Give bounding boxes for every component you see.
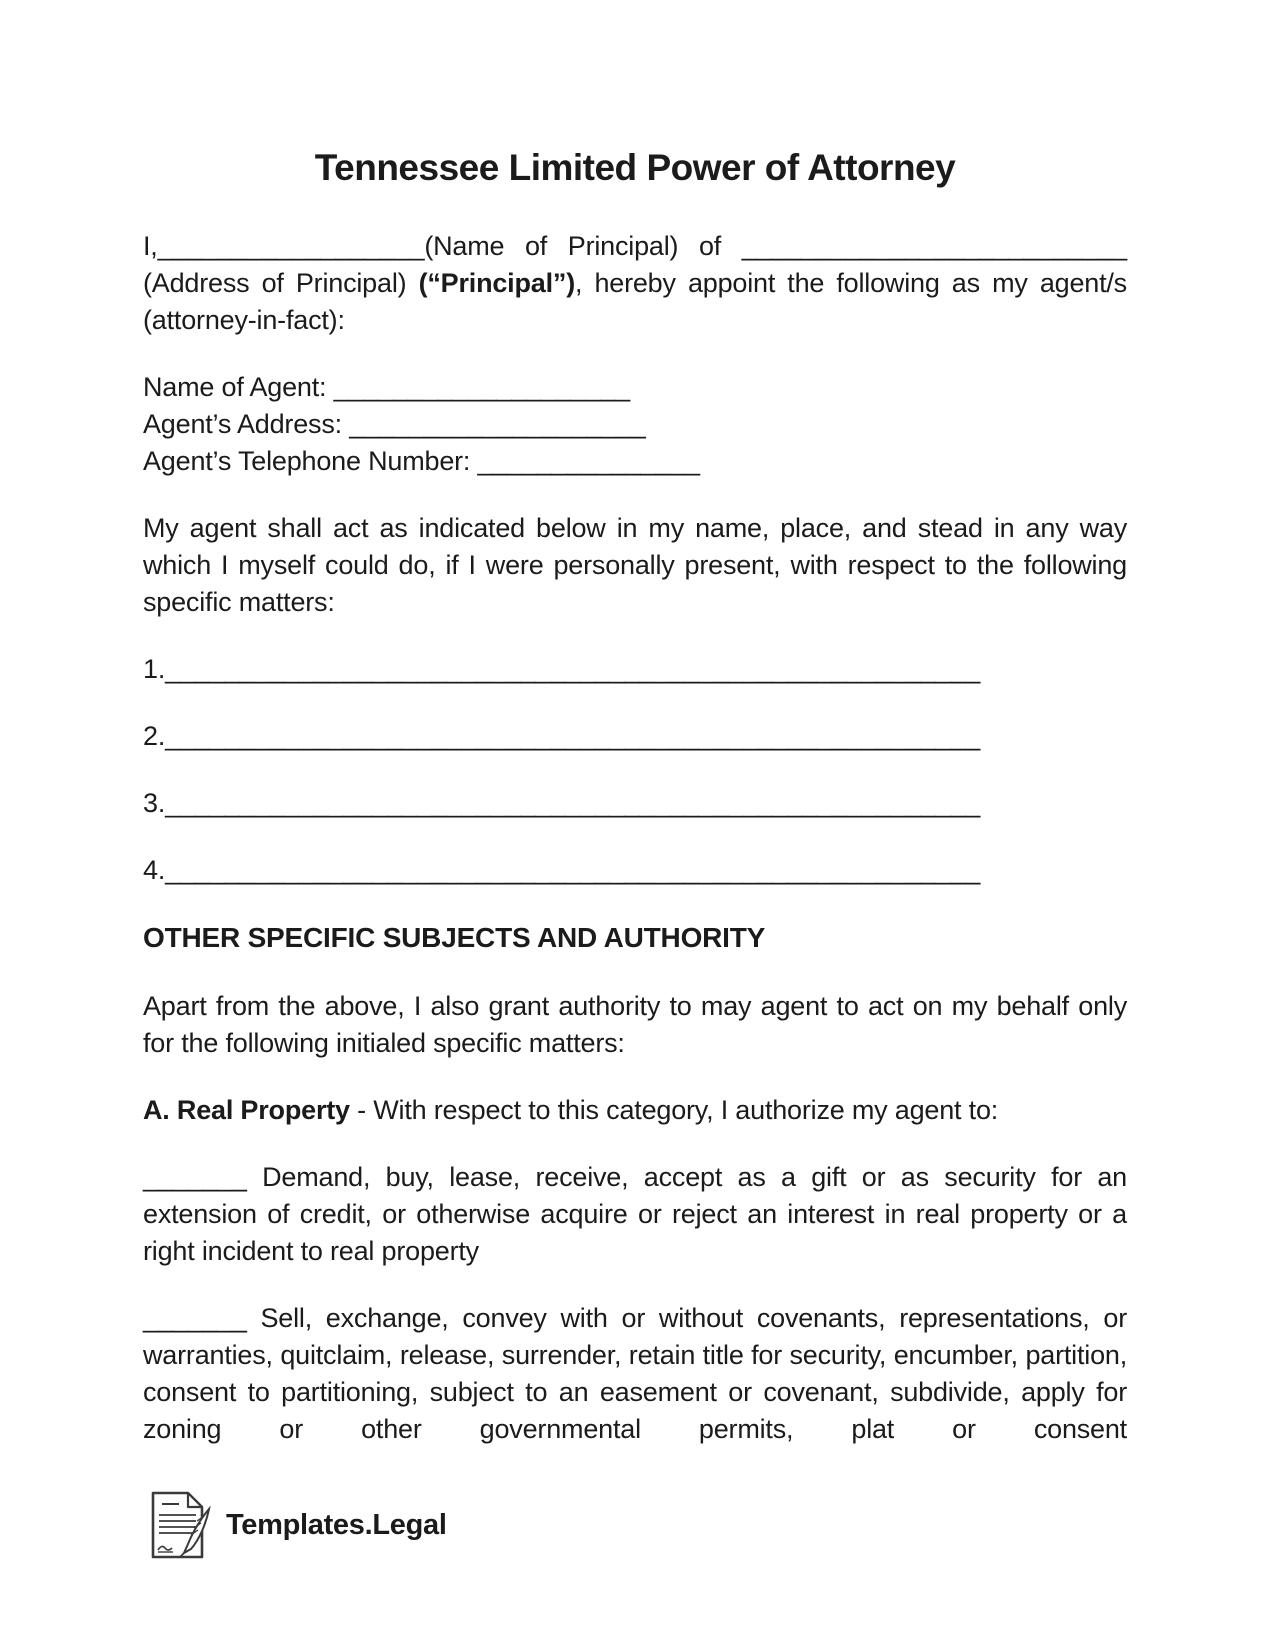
document-title: Tennessee Limited Power of Attorney [314,147,956,188]
specific-matter-row-3 [143,785,1127,822]
specific-matter-row-1 [143,651,1127,688]
category-a-label: A. Real Property [143,1095,350,1125]
agent-address-blank: ____________________ [349,409,646,439]
specific-matter-row-4 [143,852,1127,889]
category-a-rest: - With respect to this category, I authorize my agent to: [349,1095,999,1125]
agent-address-row [143,406,1127,443]
intro-name-label: (Name of Principal) of [424,231,742,261]
category-a-paragraph [143,1092,1127,1129]
document-quill-icon [146,1490,212,1560]
matter-number-1: 1. [143,654,166,684]
agent-info-block [143,369,1127,480]
initials-blank-2: _______ [143,1303,247,1333]
agent-phone-blank: _______________ [477,446,700,476]
real-property-item-2 [143,1300,1127,1448]
real-property-item-1-text: Demand, buy, lease, receive, accept as a gift or as security for an extension of credit, or otherwise acquire or reject an interest in real property or a right incident to real property [143,1162,1127,1266]
real-property-item-2-text: Sell, exchange, convey with or without covenants, representations, or warranties, quitclaim, release, surrender, retain title for security, encumber, partition, consent to partitioning, subject to an easement or covenant, subdivide, apply for zoning or other governmental permits, plat or consent [143,1303,1127,1444]
brand-name: Templates.Legal [226,1508,447,1541]
agent-name-blank: ____________________ [333,372,630,402]
principal-name-blank: __________________ [157,231,425,261]
principal-term: (“Principal”) [418,268,575,298]
matter-blank-3: _______________________________________________________ [165,788,981,818]
intro-suffix: , hereby appoint the following as my agent/s (attorney-in-fact): [143,268,1127,335]
agent-phone-label: Agent’s Telephone Number: [143,446,478,476]
matter-number-3: 3. [143,788,166,818]
grant-paragraph: Apart from the above, I also grant authority to may agent to act on my behalf only for the following initialed specific matters: [143,991,1127,1058]
specific-matters-list [143,651,1127,889]
initials-blank-1: _______ [143,1162,247,1192]
intro-prefix: I, [143,231,158,261]
other-subjects-heading: OTHER SPECIFIC SUBJECTS AND AUTHORITY [143,922,766,953]
matter-number-2: 2. [143,721,166,751]
templates-legal-footer [146,1490,447,1560]
matter-blank-4: _______________________________________________________ [165,855,981,885]
intro-address-label: (Address of Principal) [143,268,419,298]
matter-number-4: 4. [143,855,166,885]
real-property-item-1 [143,1159,1127,1270]
agent-address-label: Agent’s Address: [143,409,350,439]
intro-paragraph [143,228,1127,339]
agent-phone-row [143,443,1127,480]
specific-matter-row-2 [143,718,1127,755]
principal-address-blank: __________________________ [741,231,1127,261]
matter-blank-2: _______________________________________________________ [165,721,981,751]
agent-name-row [143,369,1127,406]
agent-name-label: Name of Agent: [143,372,334,402]
matter-blank-1: _______________________________________________________ [165,654,981,684]
document-page [143,146,1127,1478]
scope-paragraph: My agent shall act as indicated below in my name, place, and stead in any way which I myself could do, if I were personally present, with respect to the following specific matters: [143,513,1127,617]
